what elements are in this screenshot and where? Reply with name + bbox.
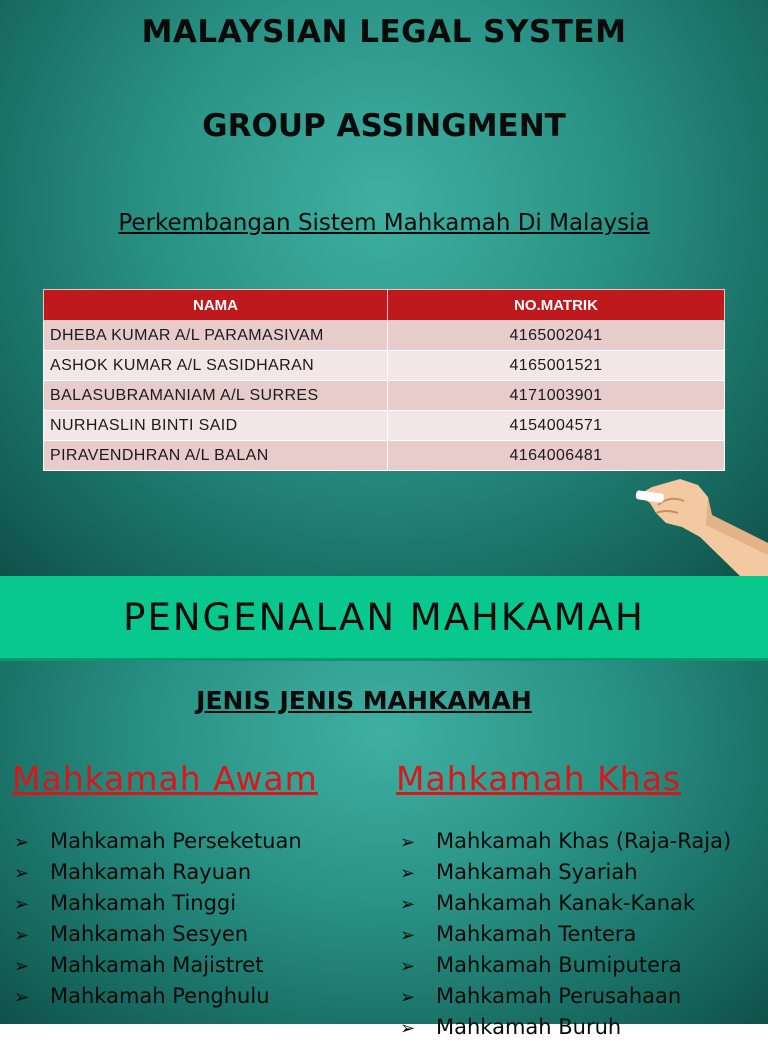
arrow-bullet-icon: ➢ [400, 987, 416, 1008]
member-matrik: 4165002041 [388, 321, 725, 351]
court-name: Mahkamah Sesyen [50, 922, 249, 946]
court-name: Mahkamah Khas (Raja-Raja) [436, 829, 732, 853]
table-row [44, 321, 725, 351]
arrow-bullet-icon: ➢ [400, 925, 416, 946]
court-name: Mahkamah Penghulu [50, 984, 270, 1008]
list-item [14, 950, 302, 981]
list-item [14, 981, 302, 1012]
list-item [400, 1012, 731, 1043]
table-row [44, 381, 725, 411]
member-name: DHEBA KUMAR A/L PARAMASIVAM [44, 321, 388, 351]
member-matrik: 4164006481 [388, 441, 725, 471]
arrow-bullet-icon: ➢ [14, 925, 30, 946]
arrow-bullet-icon: ➢ [400, 894, 416, 915]
court-name: Mahkamah Kanak-Kanak [436, 891, 696, 915]
court-name: Mahkamah Perusahaan [436, 984, 682, 1008]
list-item [400, 857, 731, 888]
table-header-row [44, 290, 725, 321]
column-header-nama: NAMA [44, 290, 388, 321]
slide-courts [0, 576, 768, 1039]
member-name: ASHOK KUMAR A/L SASIDHARAN [44, 351, 388, 381]
banner-title: PENGENALAN MAHKAMAH [123, 596, 645, 639]
list-item [400, 919, 731, 950]
arrow-bullet-icon: ➢ [14, 832, 30, 853]
list-item [400, 826, 731, 857]
members-table [43, 289, 725, 471]
list-item [14, 857, 302, 888]
court-name: Mahkamah Majistret [50, 953, 264, 977]
arrow-bullet-icon: ➢ [400, 1018, 416, 1039]
list-item [14, 919, 302, 950]
topic-heading: Perkembangan Sistem Mahkamah Di Malaysia [118, 210, 650, 236]
list-item [400, 981, 731, 1012]
slide-title-heading: MALAYSIAN LEGAL SYSTEM [141, 14, 627, 50]
section-banner [0, 576, 768, 661]
list-item [14, 888, 302, 919]
list-item [400, 888, 731, 919]
court-name: Mahkamah Buruh [436, 1015, 622, 1039]
member-name: PIRAVENDHRAN A/L BALAN [44, 441, 388, 471]
member-matrik: 4154004571 [388, 411, 725, 441]
member-matrik: 4165001521 [388, 351, 725, 381]
special-courts-list [400, 826, 731, 1043]
arrow-bullet-icon: ➢ [400, 956, 416, 977]
courts-types-heading: JENIS JENIS MAHKAMAH [196, 686, 532, 715]
court-name: Mahkamah Syariah [436, 860, 638, 884]
list-item [400, 950, 731, 981]
assignment-heading: GROUP ASSINGMENT [202, 108, 566, 144]
column-header-matrik: NO.MATRIK [388, 290, 725, 321]
arrow-bullet-icon: ➢ [14, 956, 30, 977]
civil-courts-list [14, 826, 302, 1012]
arrow-bullet-icon: ➢ [14, 863, 30, 884]
list-item [14, 826, 302, 857]
table-row [44, 351, 725, 381]
member-matrik: 4171003901 [388, 381, 725, 411]
civil-courts-heading: Mahkamah Awam [12, 759, 318, 798]
member-name: BALASUBRAMANIAM A/L SURRES [44, 381, 388, 411]
member-name: NURHASLIN BINTI SAID [44, 411, 388, 441]
arrow-bullet-icon: ➢ [400, 863, 416, 884]
arrow-bullet-icon: ➢ [14, 894, 30, 915]
arrow-bullet-icon: ➢ [14, 987, 30, 1008]
court-name: Mahkamah Tinggi [50, 891, 237, 915]
arrow-bullet-icon: ➢ [400, 832, 416, 853]
court-name: Mahkamah Tentera [436, 922, 637, 946]
special-courts-heading: Mahkamah Khas [396, 759, 682, 798]
court-name: Mahkamah Perseketuan [50, 829, 302, 853]
court-name: Mahkamah Rayuan [50, 860, 252, 884]
table-row [44, 411, 725, 441]
hand-with-chalk-illustration [600, 465, 768, 576]
court-name: Mahkamah Bumiputera [436, 953, 682, 977]
